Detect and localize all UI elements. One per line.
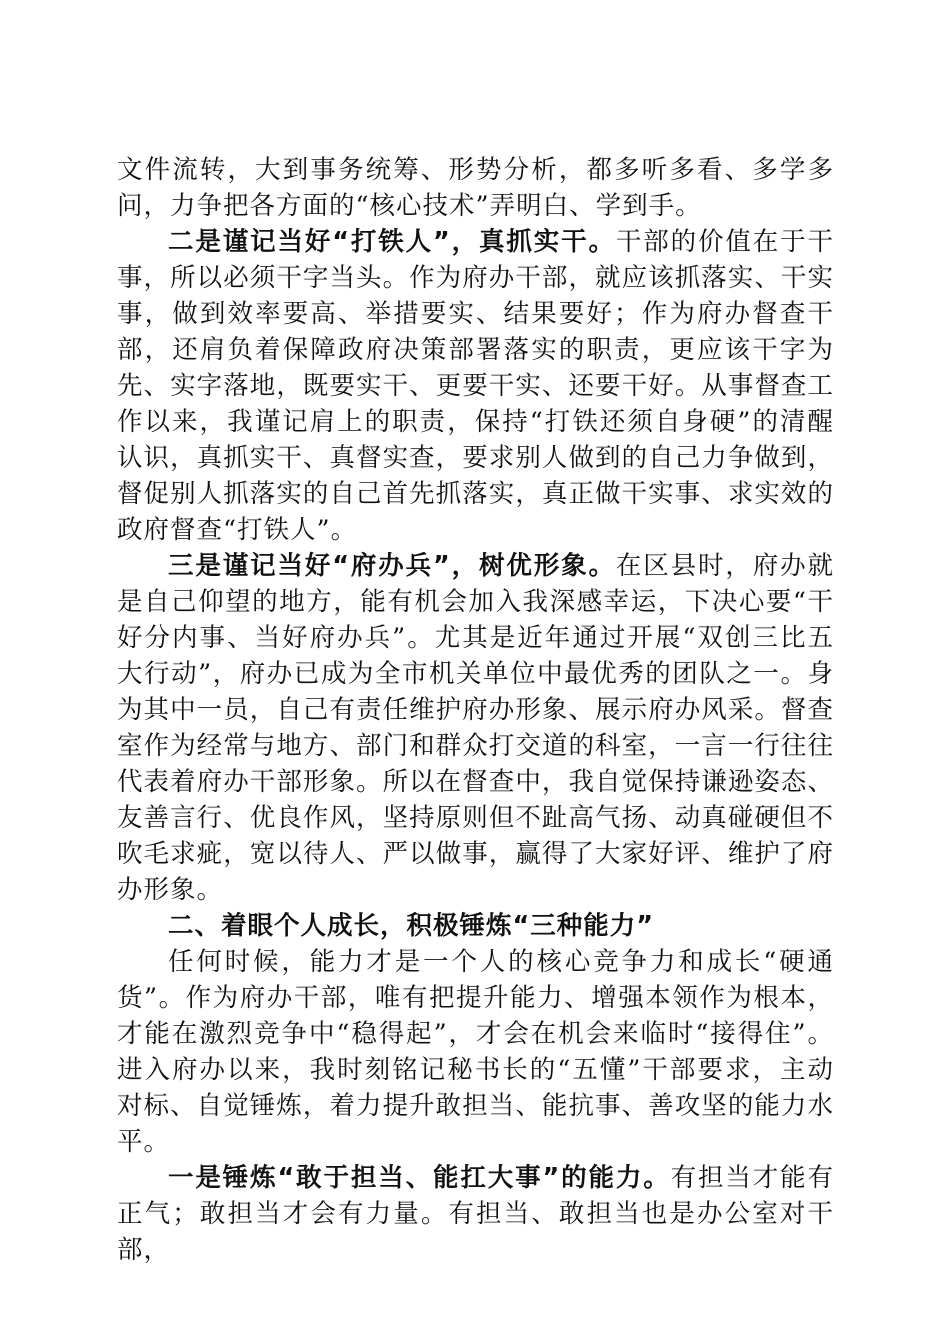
paragraph-body: 在区县时，府办就是自己仰望的地方，能有机会加入我深感幸运，下决心要“干好分内事、当好府办兵”。尤其是近年通过开展“双创三比五大行动”，府办已成为全市机关单位中最优秀的团队之一。身为其中一员，自己有责任维护府办形象、展示府办风采。督查室作为经常与地方、部门和群众打交道的科室，一言一行往往代表着府办干部形象。所以在督查中，我自觉保持谦逊姿态、友善言行、优良作风，坚持原则但不趾高气扬、动真碰硬但不吹毛求疵，宽以待人、严以做事，赢得了大家好评、维护了府办形象。 [117, 551, 834, 905]
section-heading: 二、着眼个人成长，积极锤炼“三种能力” [168, 911, 655, 941]
paragraph-lead: 三是谨记当好“府办兵”，树优形象。 [168, 551, 616, 581]
document-page [117, 152, 834, 1268]
paragraph-responsibility [117, 1160, 834, 1268]
paragraph-soldier [117, 548, 834, 908]
paragraph-ability: 任何时候，能力才是一个人的核心竞争力和成长“硬通货”。作为府办干部，唯有把提升能力、增强本领作为根本，才能在激烈竞争中“稳得起”，才会在机会来临时“接得住”。进入府办以来，我时刻铭记秘书长的“五懂”干部要求，主动对标、自觉锤炼，着力提升敢担当、能抗事、善攻坚的能力水平。 [117, 947, 834, 1157]
paragraph-continuation: 文件流转，大到事务统筹、形势分析，都多听多看、多学多问，力争把各方面的“核心技术”弄明白、学到手。 [117, 155, 834, 221]
paragraph-body: 有担当才能有正气；敢担当才会有力量。有担当、敢担当也是办公室对干部， [117, 1163, 834, 1265]
paragraph-lead: 二是谨记当好“打铁人”，真抓实干。 [168, 227, 616, 257]
paragraph-body: 干部的价值在于干事，所以必须干字当头。作为府办干部，就应该抓落实、干实事，做到效率要高、举措要实、结果要好；作为府办督查干部，还肩负着保障政府决策部署落实的职责，更应该干字为先、实字落地，既要实干、更要干实、还要干好。从事督查工作以来，我谨记肩上的职责，保持“打铁还须自身硬”的清醒认识，真抓实干、真督实查，要求别人做到的自己力争做到，督促别人抓落实的自己首先抓落实，真正做干实事、求实效的政府督查“打铁人”。 [117, 227, 834, 545]
paragraph-lead: 一是锤炼“敢于担当、能扛大事”的能力。 [168, 1163, 671, 1193]
paragraph-blacksmith [117, 224, 834, 548]
